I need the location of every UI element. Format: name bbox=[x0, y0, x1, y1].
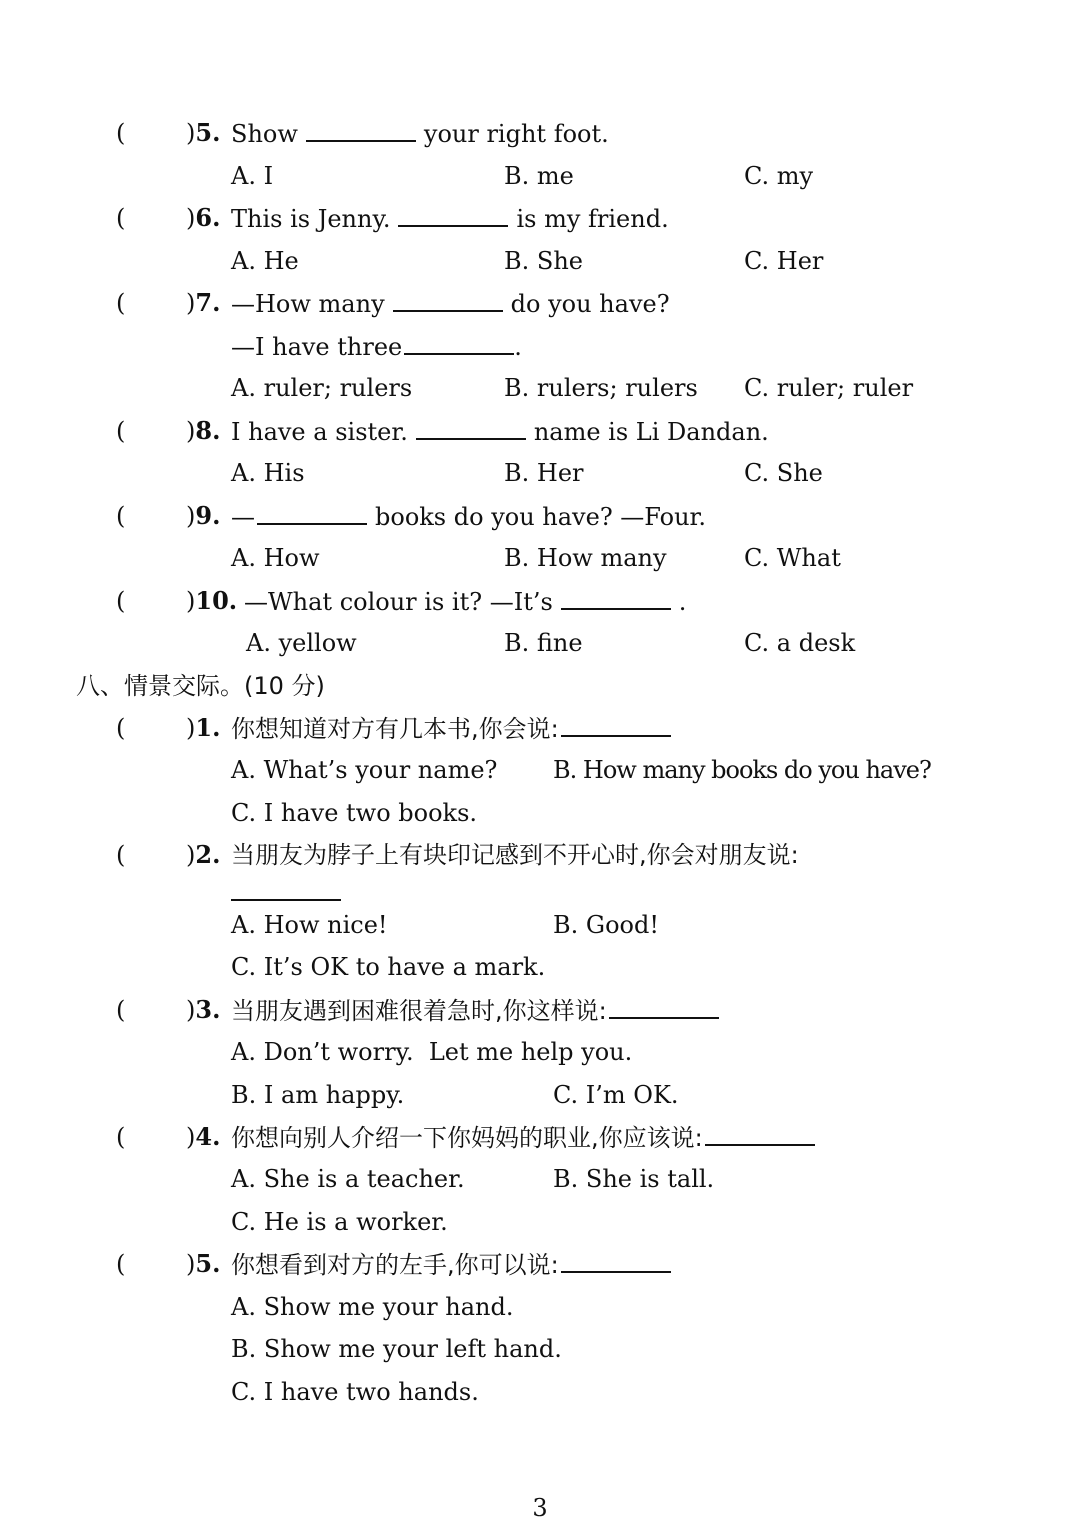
question-text: is my friend. bbox=[516, 205, 669, 233]
question-text: —How many bbox=[231, 290, 385, 318]
question-text: . bbox=[514, 333, 522, 361]
answer-paren-left: ( bbox=[116, 204, 126, 232]
answer-paren-right: )5. bbox=[186, 1249, 221, 1278]
answer-paren-right: )5. bbox=[186, 118, 221, 147]
option-c[interactable]: C. I’m OK. bbox=[553, 1081, 679, 1109]
answer-paren-right: )3. bbox=[186, 995, 221, 1024]
question-text: name is Li Dandan. bbox=[533, 418, 769, 446]
question-text: —I have three bbox=[231, 333, 403, 361]
answer-blank[interactable] bbox=[306, 118, 416, 142]
question-text: —What colour is it? —It’s bbox=[244, 588, 553, 616]
answer-paren-right: )10. bbox=[186, 586, 238, 615]
answer-paren-right: )8. bbox=[186, 416, 221, 445]
answer-paren-right: )9. bbox=[186, 501, 221, 530]
option-a[interactable]: A. His bbox=[231, 459, 305, 487]
option-c[interactable]: C. ruler; ruler bbox=[744, 374, 914, 402]
option-b[interactable]: B. She bbox=[504, 247, 583, 275]
question-text: . bbox=[678, 588, 687, 616]
answer-blank[interactable] bbox=[404, 331, 514, 355]
option-b[interactable]: B. Good! bbox=[553, 911, 659, 939]
option-c[interactable]: C. He is a worker. bbox=[231, 1208, 448, 1236]
option-c[interactable]: C. I have two books. bbox=[231, 799, 478, 827]
option-a[interactable]: A. I bbox=[231, 162, 274, 190]
page-number: 3 bbox=[532, 1494, 548, 1522]
answer-paren-left: ( bbox=[116, 1123, 126, 1151]
answer-blank[interactable] bbox=[705, 1122, 815, 1146]
option-b[interactable]: B. How many bbox=[504, 544, 667, 572]
option-c[interactable]: C. It’s OK to have a mark. bbox=[231, 953, 546, 981]
option-a[interactable]: A. ruler; rulers bbox=[231, 374, 413, 402]
question-text: books do you have? —Four. bbox=[375, 503, 707, 531]
question-text: Show bbox=[231, 120, 298, 148]
question-2-blank-line bbox=[231, 877, 341, 908]
answer-paren-left: ( bbox=[116, 417, 126, 445]
answer-blank[interactable] bbox=[561, 586, 671, 610]
answer-paren-left: ( bbox=[116, 841, 126, 869]
question-text: 你想向别人介绍一下你妈妈的职业,你应该说: bbox=[231, 1124, 703, 1152]
answer-blank[interactable] bbox=[231, 877, 341, 901]
option-c[interactable]: C. a desk bbox=[744, 629, 856, 657]
section-heading: 八、情景交际。(10 分) bbox=[76, 672, 325, 700]
question-text: I have a sister. bbox=[231, 418, 408, 446]
answer-blank[interactable] bbox=[561, 1249, 671, 1273]
answer-paren-left: ( bbox=[116, 289, 126, 317]
answer-paren-right: )1. bbox=[186, 713, 221, 742]
question-text: 当朋友遇到困难很着急时,你这样说: bbox=[231, 997, 607, 1025]
option-b[interactable]: B. rulers; rulers bbox=[504, 374, 698, 402]
option-a[interactable]: A. How nice! bbox=[231, 911, 388, 939]
option-b[interactable]: B. How many books do you have? bbox=[553, 756, 931, 784]
option-b[interactable]: B. fine bbox=[504, 629, 583, 657]
answer-blank[interactable] bbox=[257, 501, 367, 525]
option-a[interactable]: A. Don’t worry. Let me help you. bbox=[231, 1038, 633, 1066]
option-a[interactable]: A. Show me your hand. bbox=[231, 1293, 514, 1321]
answer-paren-right: )6. bbox=[186, 203, 221, 232]
answer-paren-right: )7. bbox=[186, 288, 221, 317]
question-text: your right foot. bbox=[423, 120, 609, 148]
answer-blank[interactable] bbox=[393, 288, 503, 312]
answer-paren-left: ( bbox=[116, 502, 126, 530]
answer-paren-left: ( bbox=[116, 714, 126, 742]
question-text: 当朋友为脖子上有块印记感到不开心时,你会对朋友说: bbox=[231, 841, 799, 869]
answer-paren-right: )4. bbox=[186, 1122, 221, 1151]
option-b[interactable]: B. me bbox=[504, 162, 574, 190]
option-a[interactable]: A. What’s your name? bbox=[231, 756, 498, 784]
option-c[interactable]: C. I have two hands. bbox=[231, 1378, 479, 1406]
answer-paren-left: ( bbox=[116, 1250, 126, 1278]
option-c[interactable]: C. She bbox=[744, 459, 823, 487]
answer-paren-left: ( bbox=[116, 587, 126, 615]
option-b[interactable]: B. She is tall. bbox=[553, 1165, 715, 1193]
answer-paren-left: ( bbox=[116, 996, 126, 1024]
answer-paren-left: ( bbox=[116, 119, 126, 147]
option-a[interactable]: A. How bbox=[231, 544, 320, 572]
option-c[interactable]: C. Her bbox=[744, 247, 824, 275]
option-b[interactable]: B. Her bbox=[504, 459, 584, 487]
question-text: do you have? bbox=[510, 290, 670, 318]
question-7-line-2 bbox=[231, 331, 522, 362]
option-a[interactable]: A. He bbox=[231, 247, 299, 275]
answer-paren-right: )2. bbox=[186, 840, 221, 869]
question-text: 你想知道对方有几本书,你会说: bbox=[231, 715, 559, 743]
option-a[interactable]: A. yellow bbox=[246, 629, 357, 657]
answer-blank[interactable] bbox=[398, 203, 508, 227]
option-b[interactable]: B. Show me your left hand. bbox=[231, 1335, 562, 1363]
answer-blank[interactable] bbox=[609, 995, 719, 1019]
option-c[interactable]: C. What bbox=[744, 544, 841, 572]
question-text: — bbox=[231, 503, 255, 531]
option-a[interactable]: A. She is a teacher. bbox=[231, 1165, 465, 1193]
option-c[interactable]: C. my bbox=[744, 162, 814, 190]
option-b[interactable]: B. I am happy. bbox=[231, 1081, 405, 1109]
answer-blank[interactable] bbox=[561, 713, 671, 737]
question-text: 你想看到对方的左手,你可以说: bbox=[231, 1251, 559, 1279]
answer-blank[interactable] bbox=[416, 416, 526, 440]
question-text: This is Jenny. bbox=[231, 205, 391, 233]
